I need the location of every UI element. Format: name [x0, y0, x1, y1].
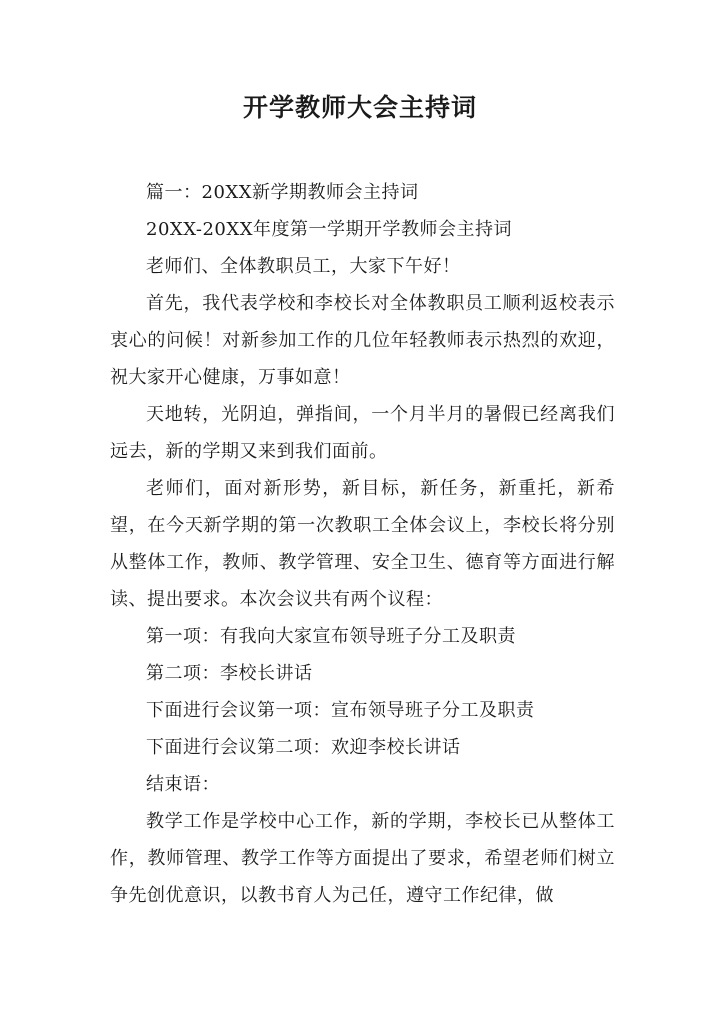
paragraph-agenda-item-2: 第二项：李校长讲话	[146, 663, 313, 684]
document-title: 开学教师大会主持词	[242, 93, 477, 122]
paragraph-heading-part-one: 篇一：20XX新学期教师会主持词	[146, 182, 419, 203]
document-body	[110, 174, 615, 914]
paragraph-proceed-item-2: 下面进行会议第二项：欢迎李校长讲话	[146, 737, 461, 758]
paragraph-closing-label: 结束语：	[146, 774, 220, 795]
paragraph-greeting: 老师们、全体教职员工，大家下午好！	[146, 256, 461, 277]
paragraph-agenda-intro: 老师们，面对新形势，新目标，新任务，新重托，新希望，在今天新学期的第一次教职工全体会议上，李校长将分别从整体工作，教师、教学管理、安全卫生、德育等方面进行解读、提出要求。本次会议共有两个议程：	[110, 478, 615, 610]
paragraph-proceed-item-1: 下面进行会议第一项：宣布领导班子分工及职责	[146, 700, 535, 721]
paragraph-welcome: 首先，我代表学校和李校长对全体教职员工顺利返校表示衷心的问候！对新参加工作的几位年轻教师表示热烈的欢迎，祝大家开心健康，万事如意！	[110, 293, 615, 388]
paragraph-closing-text: 教学工作是学校中心工作，新的学期，李校长已从整体工作，教师管理、教学工作等方面提出了要求，希望老师们树立争先创优意识，以教书育人为己任，遵守工作纪律，做	[110, 811, 615, 906]
paragraph-subtitle: 20XX-20XX年度第一学期开学教师会主持词	[146, 219, 513, 240]
paragraph-summer: 天地转，光阴迫，弹指间，一个月半月的暑假已经离我们远去，新的学期又来到我们面前。	[110, 404, 615, 462]
paragraph-agenda-item-1: 第一项：有我向大家宣布领导班子分工及职责	[146, 626, 516, 647]
